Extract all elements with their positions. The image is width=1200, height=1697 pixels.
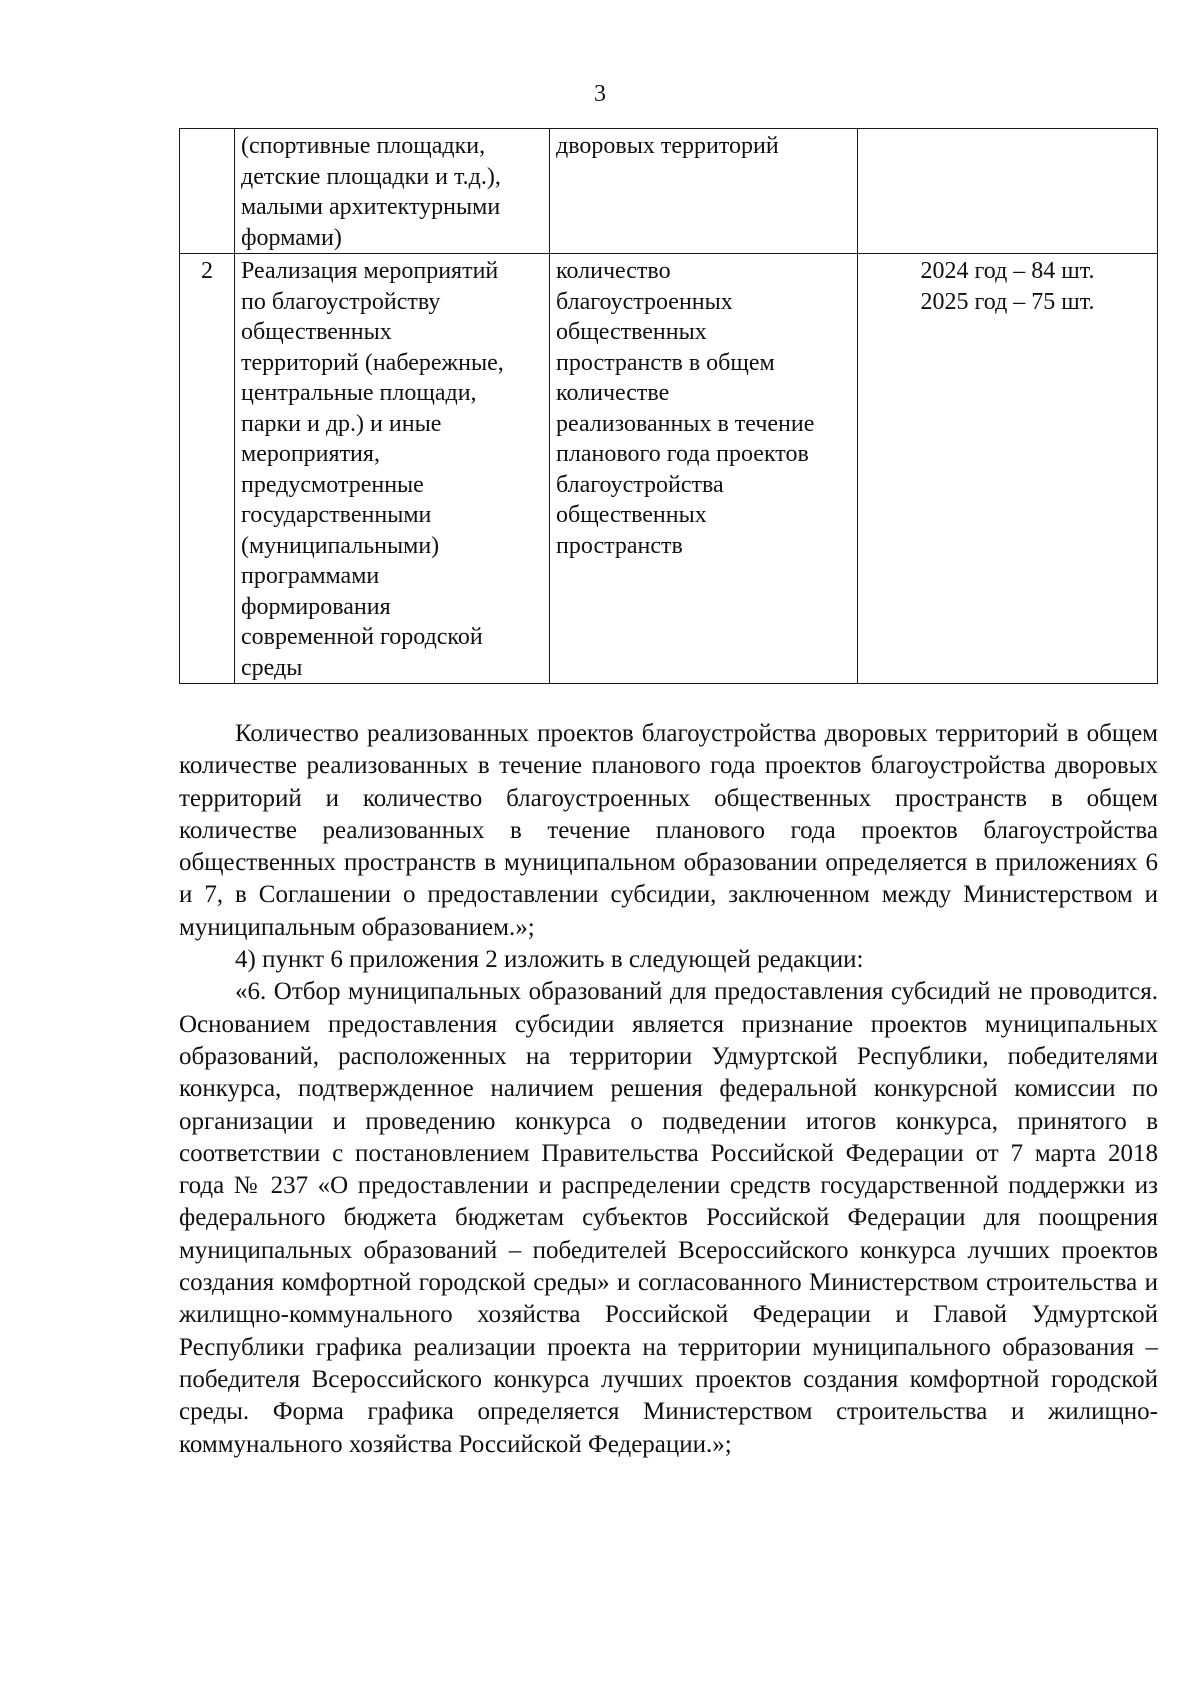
value-cell (858, 254, 1158, 684)
event-line: государственными (241, 502, 432, 528)
event-line: малыми архитектурными (241, 194, 501, 220)
event-line: Реализация мероприятий (241, 258, 499, 284)
value-cell (858, 129, 1158, 254)
indicator-cell (550, 254, 858, 684)
event-line: формирования (241, 593, 391, 620)
event-line: территорий (набережные, (241, 349, 504, 376)
indicator-line: реализованных в течение (556, 410, 815, 437)
event-line: среды (241, 654, 303, 681)
event-line: (спортивные площадки, (241, 133, 486, 159)
event-line: детские площадки и т.д.), (241, 163, 501, 190)
event-line: по благоустройству (241, 288, 441, 315)
indicator-line: общественных (556, 502, 707, 528)
event-line: центральные площади, (241, 380, 477, 406)
indicator-line: планового года проектов (556, 441, 809, 467)
paragraph: 4) пункт 6 приложения 2 изложить в следующей редакции: (235, 946, 864, 974)
event-cell (235, 129, 550, 254)
event-line: современной городской (241, 624, 483, 650)
indicator-line: пространств в общем (556, 349, 775, 376)
indicator-cell (550, 129, 858, 254)
value-line: 2025 год – 75 шт. (920, 288, 1095, 315)
event-line: предусмотренные (241, 471, 424, 498)
paragraph: «6. Отбор муниципальных образований для предоставления субсидий не проводится. Основанием предоставления субсидии является признание проектов муниципальных образований, расположенных на территории Удмуртской Республики, победителями конкурса, подтвержденное наличием решения федеральной конкурсной комиссии по организации и проведению конкурса о подведении итогов конкурса, принятого в соответствии с постановлением Правительства Российской Федерации от 7 марта 2018 года № 237 «О предоставлении и распределении средств государственной поддержки из федерального бюджета бюджетам субъектов Российской Федерации для поощрения муниципальных образований – победителей Всероссийского конкурса лучших проектов создания комфортной городской среды» и согласованного Министерством строительства и жилищно-коммунального хозяйства Российской Федерации и Главой Удмуртской Республики графика реализации проекта на территории муниципального образования – победителя Всероссийского конкурса лучших проектов создания комфортной городской среды. Форма графика определяется Министерством строительства и жилищно-коммунального хозяйства Российской Федерации.»; (179, 978, 1158, 1458)
indicator-line: количество (556, 258, 671, 284)
table-row (180, 254, 1158, 684)
table-row (180, 129, 1158, 254)
event-cell (235, 254, 550, 684)
value-line: 2024 год – 84 шт. (920, 258, 1095, 284)
page-number: 3 (594, 81, 606, 107)
row-number-cell (180, 129, 235, 254)
row-number-cell: 2 (180, 254, 235, 684)
measures-table (179, 128, 1158, 684)
indicator-line: благоустройства (556, 471, 724, 498)
indicator-line: дворовых территорий (556, 133, 779, 159)
event-line: (муниципальными) (241, 532, 440, 559)
indicator-line: пространств (556, 532, 683, 559)
document-body (179, 718, 1158, 1461)
indicator-line: благоустроенных (556, 288, 733, 315)
indicator-line: общественных (556, 319, 707, 345)
event-line: мероприятия, (241, 441, 380, 467)
event-line: парки и др.) и иные (241, 410, 442, 437)
event-line: формами) (241, 224, 342, 251)
paragraph: Количество реализованных проектов благоустройства дворовых территорий в общем количестве реализованных в течение планового года проектов благоустройства дворовых территорий и количество благоустроенных общественных пространств в общем количестве реализованных в течение планового года проектов благоустройства общественных пространств в муниципальном образовании определяется в приложениях 6 и 7, в Соглашении о предоставлении субсидии, заключенном между Министерством и муниципальным образованием.»; (179, 720, 1158, 941)
indicator-line: количестве (556, 380, 670, 406)
event-line: общественных (241, 319, 392, 345)
event-line: программами (241, 563, 380, 589)
